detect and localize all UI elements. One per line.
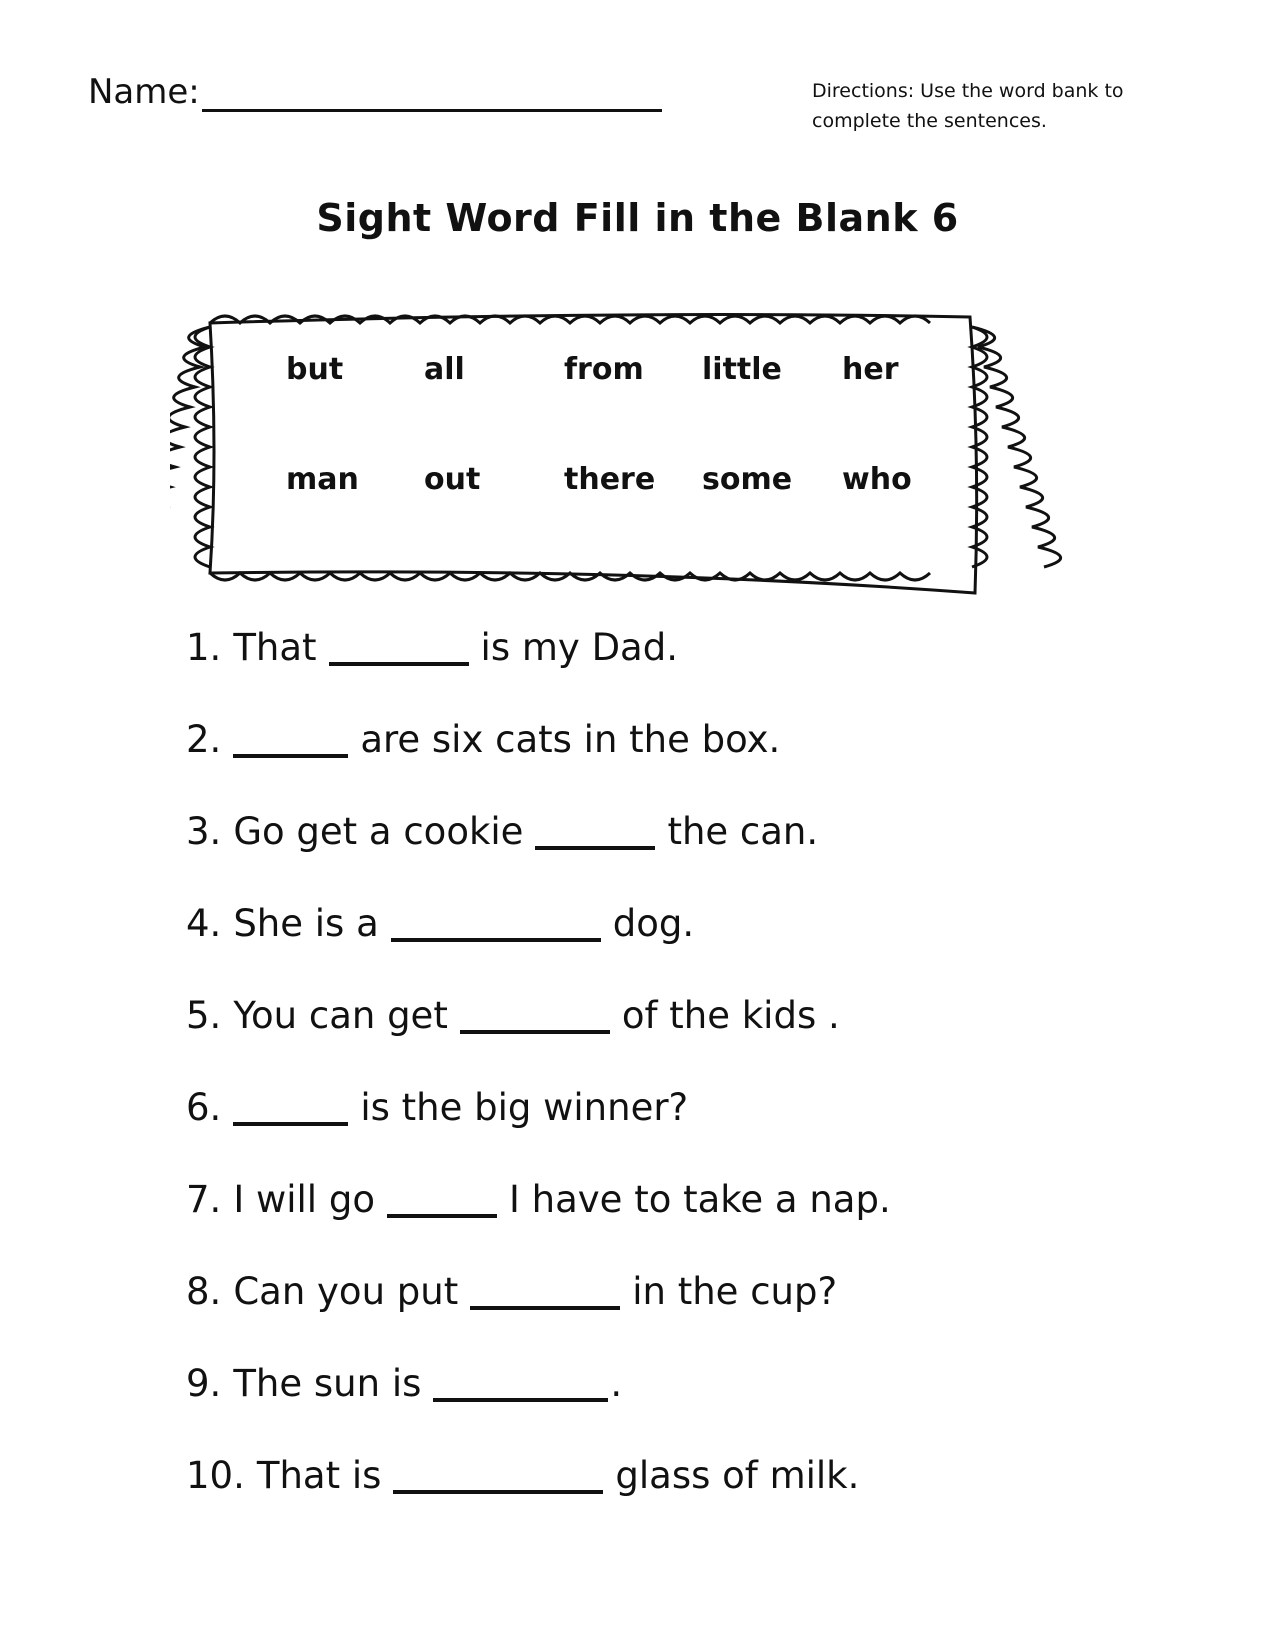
answer-blank[interactable] <box>460 1026 610 1034</box>
question-text-before: I will go <box>233 1178 375 1221</box>
question-4 <box>186 902 694 945</box>
question-8 <box>186 1270 837 1313</box>
bank-word: little <box>702 352 782 387</box>
question-number: 9. <box>186 1362 222 1405</box>
answer-blank[interactable] <box>470 1302 620 1310</box>
bank-word: but <box>286 352 344 387</box>
question-5 <box>186 994 840 1037</box>
bank-word: some <box>702 462 793 497</box>
answer-blank[interactable] <box>393 1486 603 1494</box>
question-number: 10. <box>186 1454 245 1497</box>
answer-blank[interactable] <box>433 1394 608 1402</box>
bank-word: there <box>564 462 656 497</box>
question-text-after: is the big winner? <box>360 1086 689 1129</box>
question-text-before: She is a <box>233 902 379 945</box>
answer-blank[interactable] <box>233 750 348 758</box>
question-text-before: Go get a cookie <box>233 810 524 853</box>
question-number: 1. <box>186 626 222 669</box>
bank-word: who <box>842 462 912 497</box>
question-text-before: That <box>233 626 317 669</box>
page-title: Sight Word Fill in the Blank 6 <box>316 196 959 240</box>
question-3 <box>186 810 818 853</box>
answer-blank[interactable] <box>535 842 655 850</box>
question-text-after: of the kids . <box>621 994 840 1037</box>
question-text-after: I have to take a nap. <box>508 1178 891 1221</box>
question-text-after: dog. <box>612 902 695 945</box>
question-text-after: glass of milk. <box>615 1454 860 1497</box>
question-text-after: in the cup? <box>632 1270 838 1313</box>
question-text-before: You can get <box>233 994 448 1037</box>
directions-text: Directions: Use the word bank to complete the sentences. <box>812 80 1124 132</box>
question-text-before: The sun is <box>233 1362 422 1405</box>
bank-word: man <box>286 462 359 497</box>
question-1 <box>186 626 678 669</box>
question-text-after: the can. <box>667 810 819 853</box>
question-number: 8. <box>186 1270 222 1313</box>
question-7 <box>186 1178 891 1221</box>
question-number: 5. <box>186 994 222 1037</box>
question-10 <box>186 1454 859 1497</box>
question-number: 4. <box>186 902 222 945</box>
answer-blank[interactable] <box>391 934 601 942</box>
question-6 <box>186 1086 688 1129</box>
bank-word: from <box>564 352 644 387</box>
answer-blank[interactable] <box>387 1210 497 1218</box>
name-label: Name: <box>88 72 200 112</box>
answer-blank[interactable] <box>329 658 469 666</box>
question-2 <box>186 718 780 761</box>
question-number: 6. <box>186 1086 222 1129</box>
question-text-after: is my Dad. <box>480 626 678 669</box>
name-row <box>88 72 662 112</box>
bank-word: out <box>424 462 481 497</box>
bank-word: all <box>424 352 465 387</box>
question-number: 7. <box>186 1178 222 1221</box>
question-text-after: . <box>610 1362 623 1405</box>
name-field[interactable] <box>202 79 662 112</box>
question-number: 3. <box>186 810 222 853</box>
question-text-after: are six cats in the box. <box>360 718 781 761</box>
bank-word: her <box>842 352 899 387</box>
answer-blank[interactable] <box>233 1118 348 1126</box>
question-number: 2. <box>186 718 222 761</box>
question-text-before: That is <box>256 1454 382 1497</box>
question-9 <box>186 1362 622 1405</box>
question-text-before: Can you put <box>233 1270 459 1313</box>
